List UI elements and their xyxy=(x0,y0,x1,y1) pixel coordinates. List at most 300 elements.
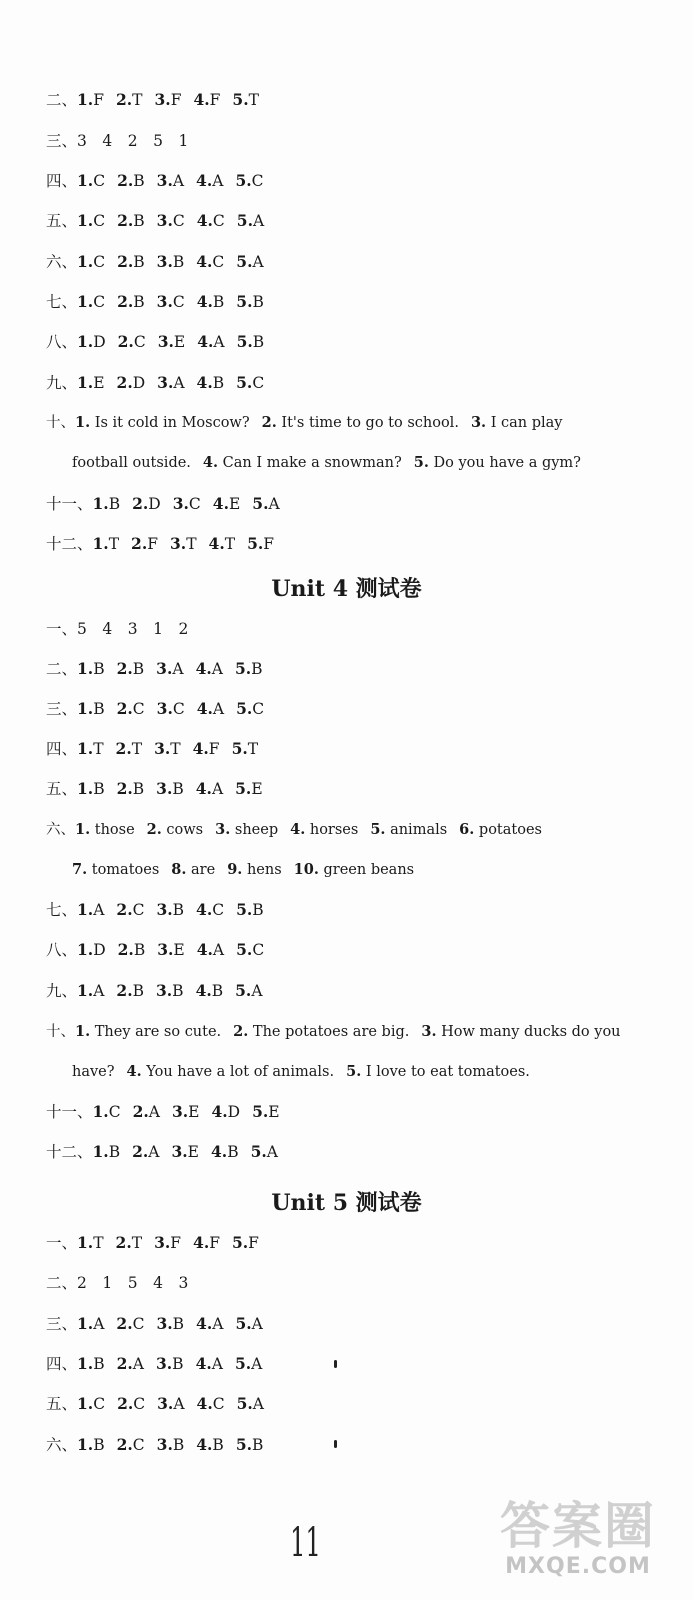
item-number: 1. xyxy=(75,1023,91,1040)
answer-text: You have a lot of animals. xyxy=(146,1064,335,1080)
item-number: 4. xyxy=(195,659,212,678)
answer-text: A xyxy=(93,1315,105,1333)
item-number: 1. xyxy=(77,373,94,392)
answer-text: 三、 xyxy=(46,132,78,150)
item-number: 5. xyxy=(234,659,252,678)
answer-text: B xyxy=(252,1436,264,1454)
item-number: 5. xyxy=(236,292,253,311)
answer-row xyxy=(46,1394,276,1414)
answer-text: C xyxy=(172,700,185,718)
item-number: 4. xyxy=(211,1102,228,1121)
item-number: 4. xyxy=(196,292,213,311)
answer-text: A xyxy=(212,941,225,959)
answer-text: A xyxy=(213,333,225,351)
answer-text: A xyxy=(148,1103,160,1121)
item-number: 2. xyxy=(117,332,134,351)
answer-text: E xyxy=(93,374,105,392)
item-number: 4. xyxy=(196,171,213,190)
answer-text: C xyxy=(252,374,265,392)
answer-text: B xyxy=(133,253,145,271)
answer-text: green beans xyxy=(323,862,415,878)
item-number: 2. xyxy=(146,821,162,838)
answer-text: A xyxy=(211,660,223,678)
answer-text: B xyxy=(108,495,121,513)
answer-text: B xyxy=(172,982,184,1000)
item-number: 4. xyxy=(196,211,213,230)
answer-text: A xyxy=(266,1143,278,1161)
item-number: 4. xyxy=(195,779,212,798)
answer-text: 七、 xyxy=(46,901,78,919)
item-number: 1. xyxy=(77,292,94,311)
item-number: 4. xyxy=(212,494,229,513)
item-number: 5. xyxy=(247,534,264,553)
unit-4-title: Unit 4 测试卷 xyxy=(271,576,422,602)
item-number: 2. xyxy=(261,414,277,431)
answer-text: E xyxy=(268,1103,280,1121)
item-number: 4. xyxy=(192,739,209,758)
answer-text: T xyxy=(247,740,259,758)
answer-text: 四、 xyxy=(46,1355,78,1373)
item-number: 4. xyxy=(196,373,213,392)
answer-text: B xyxy=(133,172,145,190)
answer-text: 五、 xyxy=(46,780,78,798)
watermark-url: MXQE.COM xyxy=(505,1554,651,1579)
answer-text: E xyxy=(228,495,241,513)
item-number: 7. xyxy=(72,861,88,878)
item-number: 5. xyxy=(346,1063,362,1080)
answer-text: 八、 xyxy=(46,941,78,959)
item-number: 2. xyxy=(116,373,133,392)
answer-text: A xyxy=(173,374,185,392)
answer-text: B xyxy=(227,1143,239,1161)
answer-text: B xyxy=(133,293,145,311)
item-number: 3. xyxy=(154,739,171,758)
answer-text: C xyxy=(251,172,264,190)
item-number: 5. xyxy=(236,1394,253,1413)
answer-text: 三、 xyxy=(46,700,78,718)
answer-text: C xyxy=(212,901,225,919)
item-number: 3. xyxy=(156,699,173,718)
answer-text: D xyxy=(148,495,161,513)
answer-text: B xyxy=(212,1436,224,1454)
item-number: 5. xyxy=(413,454,429,471)
answer-text: B xyxy=(132,982,144,1000)
answer-text: B xyxy=(172,1355,184,1373)
item-number: 2. xyxy=(117,252,134,271)
answer-row xyxy=(46,90,271,110)
item-number: 2. xyxy=(117,292,134,311)
item-number: 10. xyxy=(293,861,319,878)
item-number: 1. xyxy=(77,739,94,758)
answer-text: B xyxy=(252,333,265,351)
item-number: 3. xyxy=(156,779,173,798)
item-number: 1. xyxy=(77,1394,94,1413)
item-number: 1. xyxy=(77,1435,94,1454)
item-number: 2. xyxy=(116,981,133,1000)
item-number: 3. xyxy=(154,90,171,109)
answer-text: A xyxy=(251,1355,263,1373)
item-number: 5. xyxy=(236,211,253,230)
answer-text: Do you have a gym? xyxy=(433,455,581,471)
answer-row xyxy=(46,1354,274,1374)
answer-row xyxy=(46,739,270,759)
answer-text: 2 1 5 4 3 xyxy=(77,1274,189,1292)
answer-text: I can play xyxy=(490,415,563,431)
item-number: 3. xyxy=(171,1102,189,1121)
answer-text: Is it cold in Moscow? xyxy=(94,415,250,431)
answer-text: A xyxy=(212,700,225,718)
item-number: 3. xyxy=(171,1142,188,1161)
answer-text: A xyxy=(148,1143,160,1161)
item-number: 1. xyxy=(77,90,94,109)
answer-text: B xyxy=(93,1355,105,1373)
item-number: 5. xyxy=(236,373,253,392)
item-number: 5. xyxy=(234,1354,252,1373)
answer-text: C xyxy=(133,333,146,351)
answer-row xyxy=(46,981,275,1001)
item-number: 3. xyxy=(156,659,173,678)
answer-text: B xyxy=(252,293,264,311)
answer-text: potatoes xyxy=(478,822,542,838)
answer-text: horses xyxy=(309,822,359,838)
item-number: 1. xyxy=(77,171,94,190)
item-number: 1. xyxy=(77,779,94,798)
scan-mark xyxy=(334,1440,337,1448)
item-number: 3. xyxy=(156,211,173,230)
item-number: 1. xyxy=(77,252,94,271)
item-number: 3. xyxy=(470,414,487,431)
answer-text: B xyxy=(108,1143,121,1161)
item-number: 6. xyxy=(459,821,475,838)
answer-text: cows xyxy=(166,822,204,838)
item-number: 1. xyxy=(92,494,109,513)
item-number: 1. xyxy=(77,940,94,959)
answer-text: F xyxy=(208,740,220,758)
item-number: 5. xyxy=(235,171,252,190)
answer-text: 五、 xyxy=(46,212,78,230)
answer-row xyxy=(46,211,276,231)
item-number: 2. xyxy=(115,739,132,758)
answer-text: B xyxy=(212,374,225,392)
answer-text: 六、 xyxy=(46,1436,78,1454)
answer-text: C xyxy=(212,1395,225,1413)
item-number: 1. xyxy=(77,332,94,351)
answer-text: T xyxy=(186,535,197,553)
answer-text: T xyxy=(93,1234,104,1252)
answer-row xyxy=(46,1273,188,1293)
answer-text: C xyxy=(188,495,201,513)
item-number: 2. xyxy=(131,534,148,553)
item-number: 4. xyxy=(196,252,213,271)
answer-text: C xyxy=(252,700,265,718)
item-number: 5. xyxy=(235,1435,252,1454)
item-number: 5. xyxy=(370,821,386,838)
answer-text: 七、 xyxy=(46,293,78,311)
item-number: 1. xyxy=(77,659,94,678)
item-number: 3. xyxy=(156,900,173,919)
answer-row xyxy=(46,1435,275,1455)
answer-text: B xyxy=(252,901,264,919)
answer-text: 十、 xyxy=(46,1024,75,1040)
answer-text: A xyxy=(132,1355,144,1373)
answer-text: 3 4 2 5 1 xyxy=(77,132,189,150)
answer-row xyxy=(46,1142,290,1162)
item-number: 1. xyxy=(92,1142,109,1161)
item-number: 5. xyxy=(236,940,253,959)
answer-text: A xyxy=(173,1395,185,1413)
answer-text: The potatoes are big. xyxy=(252,1024,410,1040)
watermark-logo-text: 答案圈 xyxy=(500,1497,656,1555)
answer-text: A xyxy=(172,172,185,190)
answer-row xyxy=(46,373,276,393)
item-number: 2. xyxy=(132,1102,149,1121)
answer-text: How many ducks do you xyxy=(441,1024,621,1040)
answer-text: B xyxy=(93,700,105,718)
item-number: 2. xyxy=(132,1142,149,1161)
answer-row xyxy=(46,699,276,719)
item-number: 4. xyxy=(196,940,213,959)
answer-text: 三、 xyxy=(46,1315,78,1333)
answer-text: T xyxy=(224,535,236,553)
answer-text: A xyxy=(211,1355,223,1373)
item-number: 4. xyxy=(202,454,219,471)
answer-text: They are so cute. xyxy=(94,1024,222,1040)
item-number: 2. xyxy=(116,1354,133,1373)
answer-text: F xyxy=(263,535,275,553)
answer-text: B xyxy=(172,253,185,271)
answer-text: C xyxy=(132,901,145,919)
item-number: 1. xyxy=(77,981,94,1000)
answer-text: C xyxy=(132,700,145,718)
answer-text: E xyxy=(188,1103,200,1121)
answer-text: 六、 xyxy=(46,822,75,838)
item-number: 4. xyxy=(195,1354,212,1373)
answer-text: E xyxy=(173,941,185,959)
answer-text: A xyxy=(93,901,105,919)
answer-text: C xyxy=(172,293,185,311)
answer-text: A xyxy=(251,982,263,1000)
answer-text: T xyxy=(132,91,143,109)
item-number: 1. xyxy=(77,1354,94,1373)
answer-text: E xyxy=(251,780,263,798)
item-number: 4. xyxy=(196,1394,213,1413)
answer-text: B xyxy=(251,660,263,678)
item-number: 4. xyxy=(195,981,212,1000)
answer-text: B xyxy=(93,780,105,798)
item-number: 2. xyxy=(116,900,133,919)
answer-text: 二、 xyxy=(46,660,78,678)
answer-text: A xyxy=(93,982,105,1000)
answer-text: A xyxy=(252,212,265,230)
answer-text: T xyxy=(131,740,143,758)
item-number: 5. xyxy=(236,252,253,271)
item-number: 5. xyxy=(252,1102,269,1121)
item-number: 4. xyxy=(196,900,213,919)
answer-text: have? xyxy=(72,1064,115,1080)
item-number: 1. xyxy=(92,1102,109,1121)
answer-row xyxy=(46,292,276,312)
answer-row xyxy=(46,171,276,191)
answer-text: B xyxy=(172,1436,185,1454)
item-number: 5. xyxy=(236,699,253,718)
item-number: 3. xyxy=(215,821,231,838)
item-number: 1. xyxy=(75,821,91,838)
answer-text: A xyxy=(252,253,264,271)
answer-text: C xyxy=(93,172,106,190)
answer-text: 十、 xyxy=(46,415,75,431)
answer-row xyxy=(46,619,188,639)
item-number: 1. xyxy=(77,1233,94,1252)
answer-text: A xyxy=(172,660,184,678)
item-number: 4. xyxy=(197,332,214,351)
answer-row-continued xyxy=(72,453,581,473)
answer-text: A xyxy=(211,780,224,798)
answer-row xyxy=(46,940,276,960)
item-number: 4. xyxy=(290,821,306,838)
answer-row xyxy=(46,332,276,352)
answer-text: 十一、 xyxy=(46,1103,93,1121)
answer-text: C xyxy=(108,1103,121,1121)
answer-text: C xyxy=(133,1395,146,1413)
item-number: 3. xyxy=(172,494,189,513)
answer-text: C xyxy=(132,1315,145,1333)
unit-5-title: Unit 5 测试卷 xyxy=(271,1190,422,1216)
item-number: 1. xyxy=(75,414,91,431)
answer-text: sheep xyxy=(234,822,279,838)
item-number: 3. xyxy=(157,373,174,392)
item-number: 5. xyxy=(250,1142,267,1161)
answer-text: football outside. xyxy=(72,455,191,471)
answer-row xyxy=(46,413,563,433)
answer-text: F xyxy=(209,91,221,109)
answer-text: T xyxy=(170,740,181,758)
answer-text: 二、 xyxy=(46,91,78,109)
answer-text: hens xyxy=(246,862,282,878)
answer-row xyxy=(46,252,276,272)
item-number: 5. xyxy=(231,1233,249,1252)
answer-text: C xyxy=(93,1395,106,1413)
answer-text: A xyxy=(268,495,280,513)
item-number: 3. xyxy=(421,1023,437,1040)
answer-row xyxy=(46,1022,621,1042)
answer-row-continued xyxy=(72,1062,530,1082)
item-number: 2. xyxy=(116,779,133,798)
answer-row xyxy=(46,900,276,920)
item-number: 4. xyxy=(211,1142,228,1161)
answer-text: C xyxy=(212,212,225,230)
item-number: 1. xyxy=(77,211,94,230)
answer-text: A xyxy=(212,1315,224,1333)
item-number: 2. xyxy=(132,494,149,513)
answer-row xyxy=(46,820,542,840)
answer-text: E xyxy=(173,333,186,351)
answer-text: 四、 xyxy=(46,740,78,758)
answer-text: A xyxy=(252,1395,264,1413)
item-number: 3. xyxy=(156,1314,173,1333)
item-number: 5. xyxy=(236,332,253,351)
item-number: 4. xyxy=(196,1435,213,1454)
item-number: 5. xyxy=(232,90,249,109)
answer-text: B xyxy=(211,982,224,1000)
answer-text: C xyxy=(252,941,265,959)
answer-text: T xyxy=(131,1234,143,1252)
answer-text: F xyxy=(209,1234,220,1252)
answer-text: D xyxy=(93,333,106,351)
item-number: 1. xyxy=(77,699,94,718)
answer-text: B xyxy=(212,293,225,311)
watermark xyxy=(468,1498,688,1594)
answer-text: C xyxy=(212,253,225,271)
answer-text: 八、 xyxy=(46,333,78,351)
item-number: 3. xyxy=(156,252,173,271)
answer-text: C xyxy=(93,253,106,271)
answer-text: B xyxy=(132,660,145,678)
answer-row xyxy=(46,1233,271,1253)
item-number: 5. xyxy=(236,900,253,919)
answer-text: B xyxy=(133,941,146,959)
item-number: 2. xyxy=(117,171,134,190)
answer-text: B xyxy=(132,780,145,798)
answer-text: D xyxy=(227,1103,241,1121)
item-number: 1. xyxy=(77,900,94,919)
answer-row-continued xyxy=(72,860,414,880)
item-number: 2. xyxy=(117,1394,134,1413)
answer-text: B xyxy=(93,660,105,678)
answer-row xyxy=(46,1102,292,1122)
item-number: 3. xyxy=(155,1354,173,1373)
answer-text: F xyxy=(248,1234,259,1252)
answer-text: 5 4 3 1 2 xyxy=(77,620,189,638)
item-number: 2. xyxy=(115,1233,132,1252)
item-number: 2. xyxy=(116,1314,133,1333)
item-number: 3. xyxy=(155,981,173,1000)
answer-text: are xyxy=(191,862,216,878)
item-number: 3. xyxy=(156,171,173,190)
item-number: 3. xyxy=(156,1435,173,1454)
answer-text: C xyxy=(93,293,106,311)
answer-text: animals xyxy=(390,822,448,838)
answer-text: T xyxy=(93,740,104,758)
answer-text: 四、 xyxy=(46,172,78,190)
answer-row xyxy=(46,779,275,799)
item-number: 3. xyxy=(157,332,174,351)
item-number: 2. xyxy=(233,1023,249,1040)
item-number: 2. xyxy=(116,699,133,718)
answer-text: F xyxy=(147,535,158,553)
answer-text: A xyxy=(251,1315,263,1333)
item-number: 5. xyxy=(235,981,252,1000)
item-number: 2. xyxy=(116,659,133,678)
answer-text: 五、 xyxy=(46,1395,78,1413)
item-number: 9. xyxy=(227,861,243,878)
item-number: 1. xyxy=(77,1314,94,1333)
answer-text: 二、 xyxy=(46,1274,78,1292)
answer-row xyxy=(46,659,275,679)
answer-text: F xyxy=(170,1234,182,1252)
answer-text: B xyxy=(172,901,185,919)
item-number: 5. xyxy=(235,779,252,798)
answer-row xyxy=(46,1314,275,1334)
item-number: 3. xyxy=(154,1233,171,1252)
answer-text: those xyxy=(94,822,135,838)
answer-text: 一、 xyxy=(46,1234,78,1252)
item-number: 2. xyxy=(117,211,134,230)
item-number: 2. xyxy=(117,940,134,959)
answer-text: tomatoes xyxy=(91,862,160,878)
answer-text: 九、 xyxy=(46,374,78,392)
answer-text: I love to eat tomatoes. xyxy=(365,1064,530,1080)
item-number: 3. xyxy=(157,1394,174,1413)
